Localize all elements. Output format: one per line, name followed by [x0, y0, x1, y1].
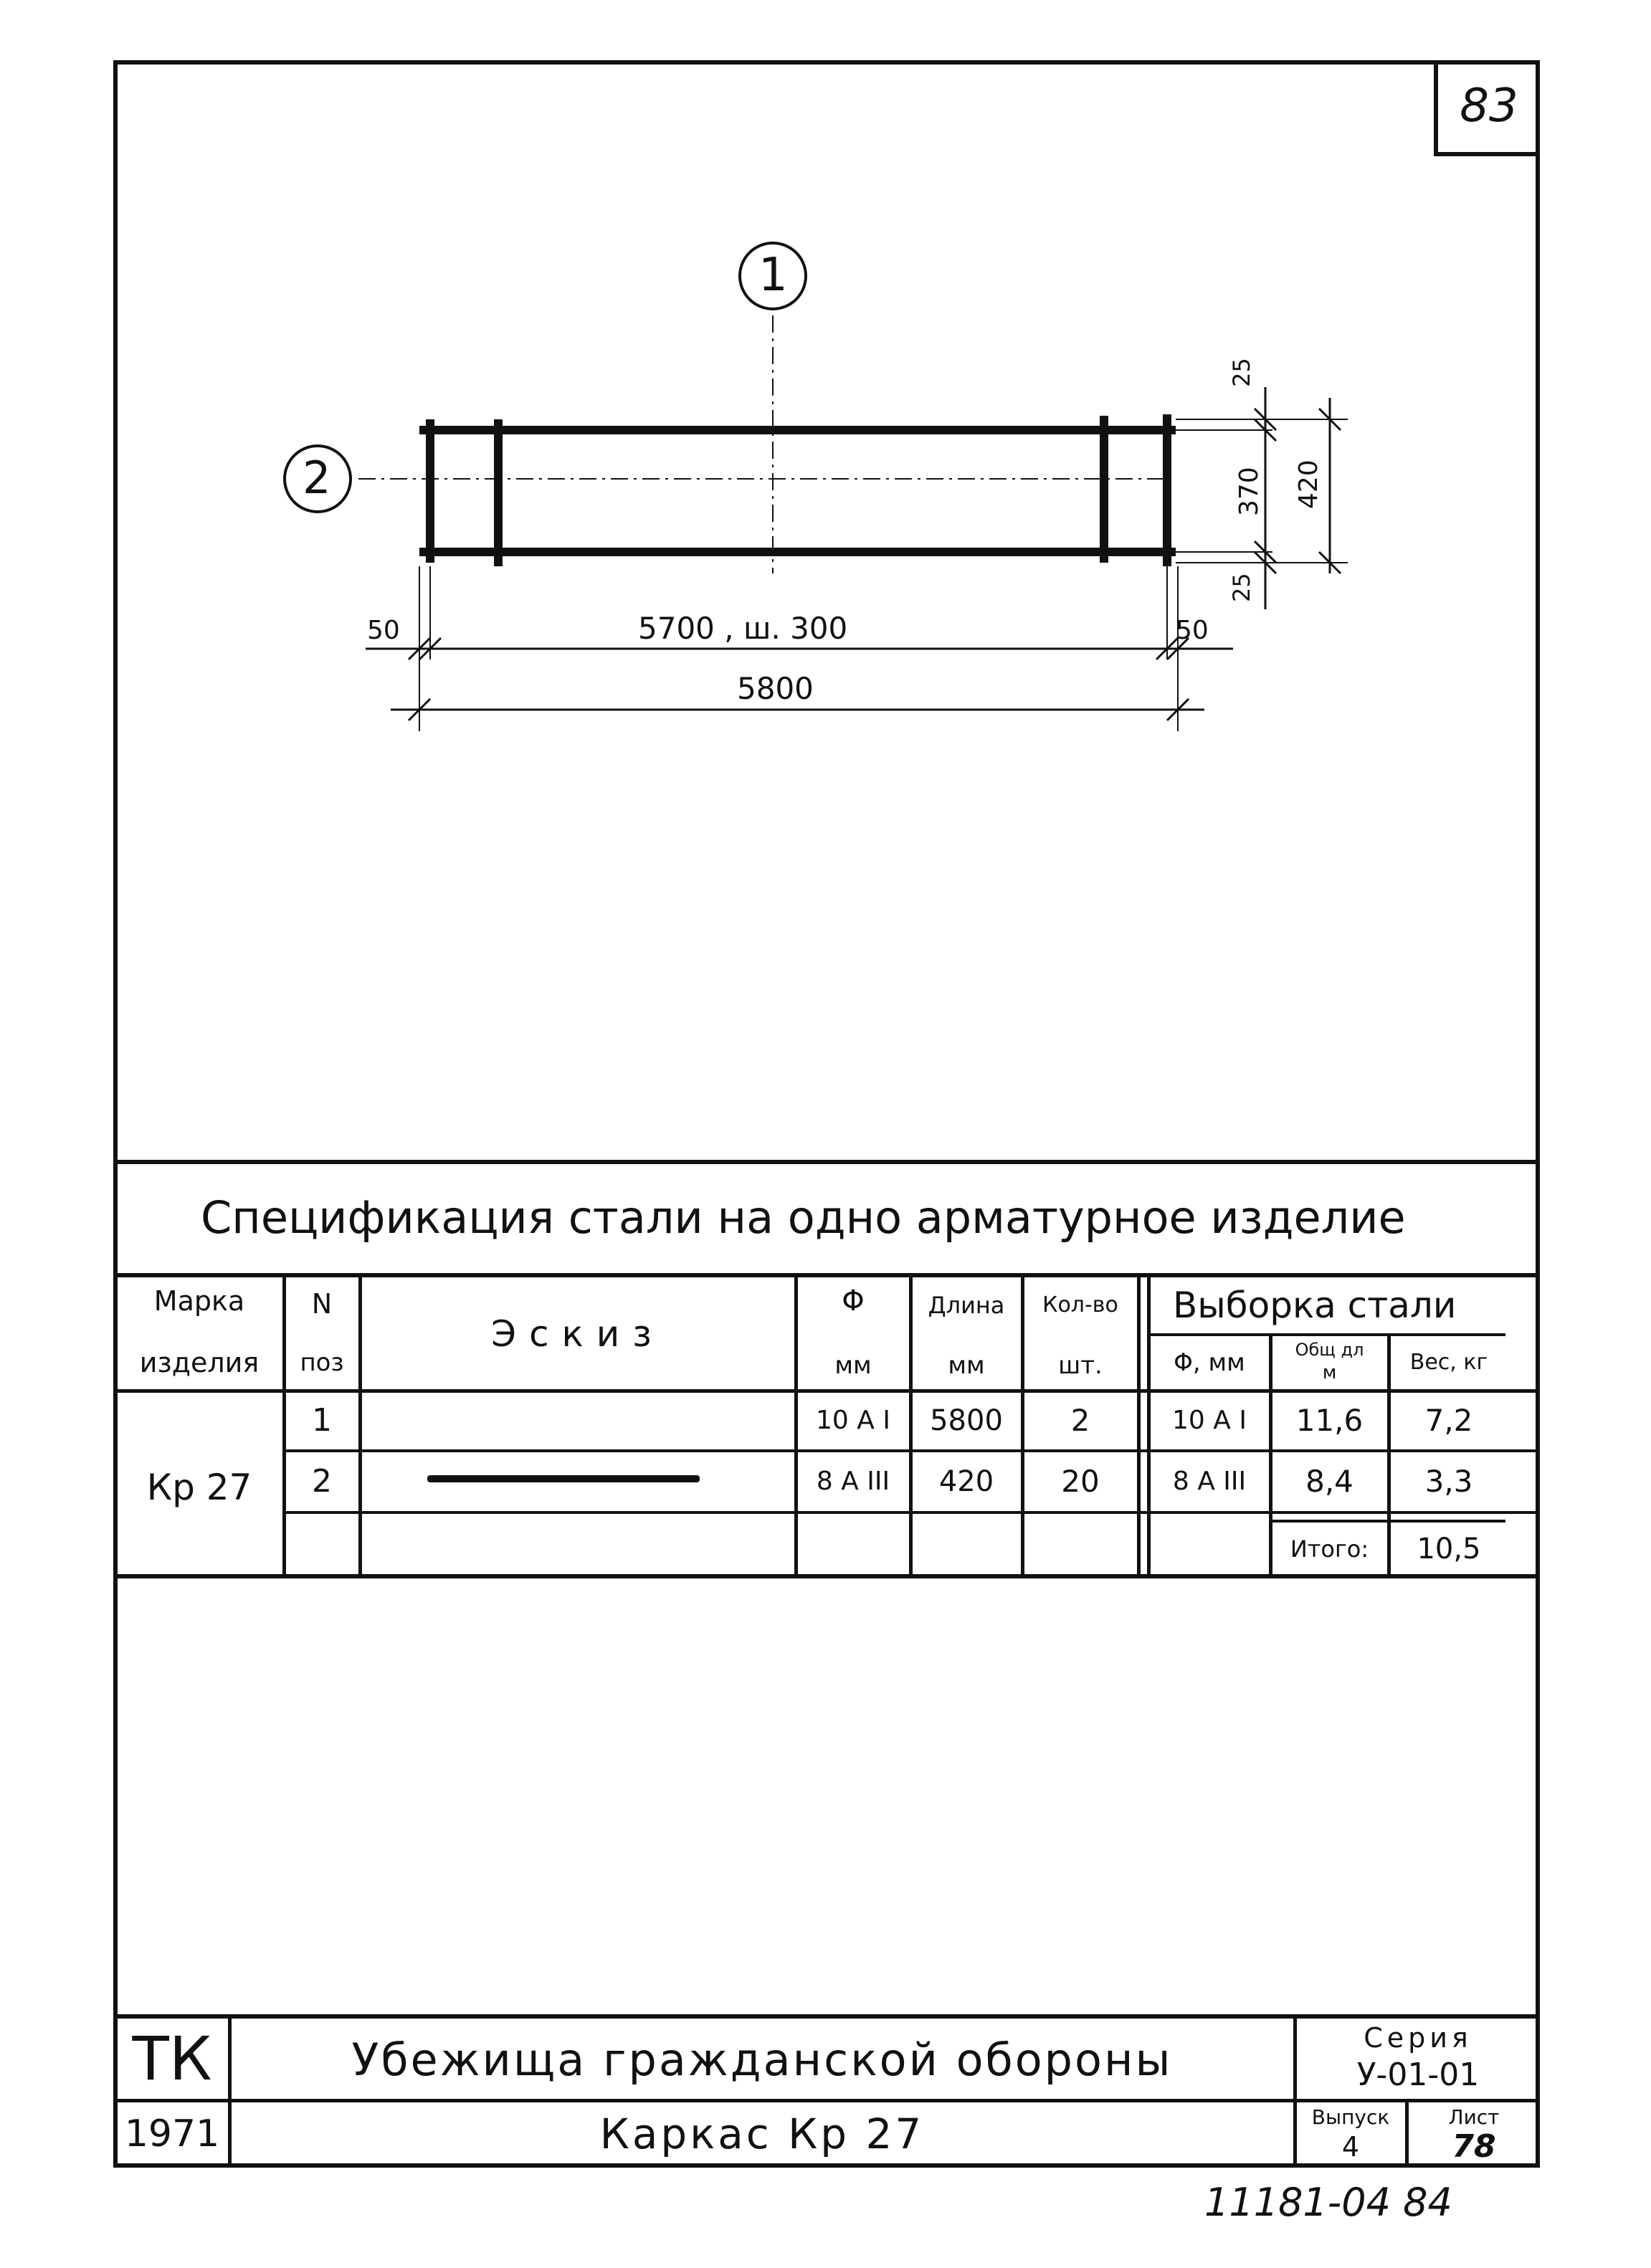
- project-title: Убежища гражданской обороны: [351, 2034, 1173, 2086]
- row2-phi: 8 А III: [816, 1467, 890, 1496]
- header-pos-1: N: [311, 1288, 333, 1320]
- row2-qty: 20: [1061, 1464, 1100, 1499]
- header-qty-1: Кол-во: [1042, 1292, 1118, 1318]
- row1-total-len: 11,6: [1295, 1403, 1364, 1438]
- row1-sel-phi: 10 А I: [1172, 1406, 1247, 1435]
- header-phi-2: мм: [834, 1351, 872, 1380]
- page-number: 83: [1434, 60, 1540, 156]
- dim-370: 370: [1234, 467, 1264, 516]
- header-sel-weight: Вес, кг: [1409, 1350, 1488, 1375]
- series-label: Серия: [1364, 2022, 1472, 2054]
- dim-50-left: 50: [367, 616, 400, 645]
- spec-header-rule: [113, 1273, 1540, 1277]
- footer-note: 11181-04 84: [1204, 2180, 1452, 2225]
- dim-50-right: 50: [1176, 616, 1209, 645]
- dim-5800: 5800: [737, 671, 814, 706]
- spec-bottom-rule: [113, 1574, 1540, 1578]
- row2-weight: 3,3: [1424, 1464, 1473, 1499]
- axis-marker-2-label: 2: [303, 452, 331, 504]
- row2-total-len: 8,4: [1305, 1464, 1353, 1499]
- header-qty-2: шт.: [1058, 1351, 1103, 1380]
- issue-value: 4: [1341, 2131, 1360, 2163]
- header-sketch: Эскиз: [491, 1313, 665, 1355]
- header-sel-phi: Φ, мм: [1174, 1348, 1245, 1377]
- row2-pos: 2: [312, 1463, 332, 1500]
- header-pos-2: поз: [300, 1348, 344, 1377]
- spec-title: Спецификация стали на одно арматурное изделие: [201, 1191, 1406, 1244]
- year: 1971: [124, 2112, 220, 2155]
- issue-label: Выпуск: [1311, 2105, 1390, 2129]
- axis-marker-1-label: 1: [758, 249, 788, 302]
- header-selection: Выборка стали: [1173, 1285, 1457, 1326]
- header-length-2: мм: [948, 1351, 985, 1380]
- row1-qty: 2: [1070, 1403, 1090, 1438]
- row1-pos: 1: [312, 1402, 332, 1439]
- series-value: У-01-01: [1356, 2057, 1480, 2093]
- dim-25-top: 25: [1228, 358, 1255, 387]
- total-value: 10,5: [1417, 1533, 1481, 1566]
- row2-length: 420: [938, 1465, 994, 1498]
- sketch-bar: [427, 1475, 700, 1482]
- header-sel-total-2: м: [1322, 1362, 1337, 1383]
- sheet-title: Каркас Кр 27: [599, 2110, 925, 2158]
- header-mark-1: Марка: [153, 1285, 245, 1317]
- header-sel-total-1: Общ дл: [1295, 1340, 1364, 1360]
- row1-phi: 10 А I: [816, 1406, 890, 1435]
- dim-25-bottom: 25: [1228, 573, 1255, 602]
- sheet-value: 78: [1452, 2128, 1496, 2165]
- row1-weight: 7,2: [1424, 1403, 1473, 1438]
- mark-value: Кр 27: [146, 1467, 252, 1508]
- title-block-top-rule: [113, 2014, 1540, 2019]
- dim-420: 420: [1294, 459, 1323, 509]
- header-mark-2: изделия: [139, 1347, 260, 1378]
- org-code: ТК: [132, 2024, 212, 2094]
- header-length-1: Длина: [928, 1292, 1005, 1319]
- header-phi-1: Φ: [842, 1285, 865, 1318]
- row2-sel-phi: 8 А III: [1172, 1467, 1247, 1496]
- row1-length: 5800: [930, 1404, 1003, 1437]
- total-label: Итого:: [1290, 1535, 1369, 1563]
- dim-5700: 5700 , ш. 300: [638, 611, 848, 646]
- spec-top-rule: [113, 1160, 1540, 1164]
- sheet-label: Лист: [1448, 2105, 1500, 2129]
